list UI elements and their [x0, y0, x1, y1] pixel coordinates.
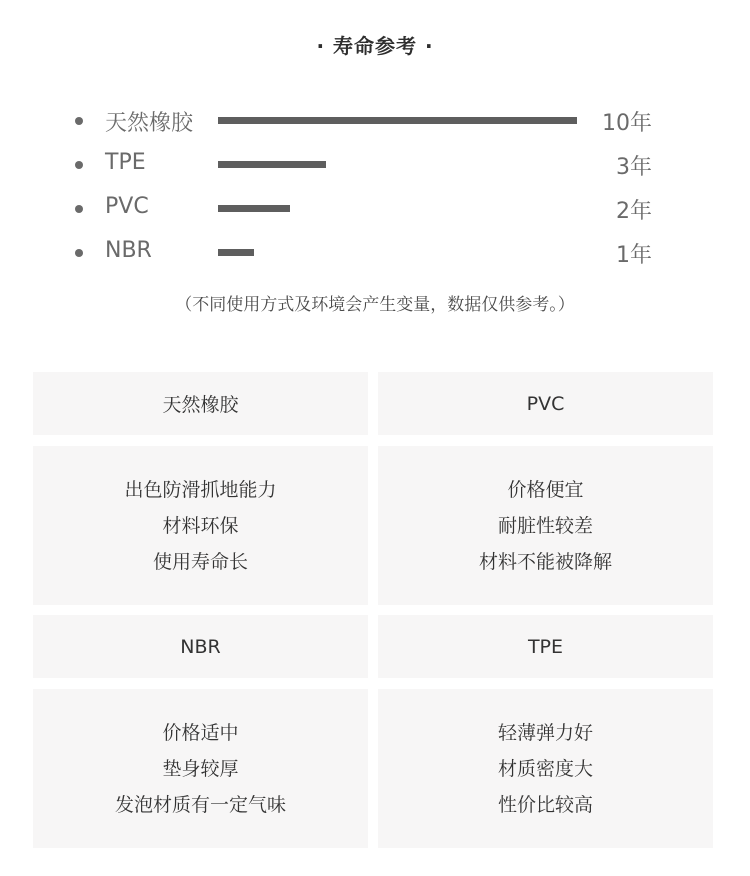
material-header-nbr: NBR — [33, 615, 368, 678]
lifespan-bar — [218, 117, 577, 124]
chart-row — [0, 188, 750, 232]
feature-line: 出色防滑抓地能力 — [124, 478, 277, 501]
feature-line: 使用寿命长 — [152, 550, 248, 573]
feature-line: 性价比较高 — [497, 793, 593, 816]
category-label: TPE — [105, 150, 146, 175]
value-label: 10年 — [602, 111, 652, 136]
lifespan-bar — [218, 205, 290, 212]
feature-line: 材质密度大 — [497, 757, 593, 780]
lifespan-bar — [218, 161, 326, 168]
lifespan-bar — [218, 249, 254, 256]
chart-row — [0, 100, 750, 144]
section-title: · 寿命参考 · — [316, 34, 434, 58]
category-label: PVC — [105, 194, 149, 219]
value-label: 1年 — [616, 243, 652, 268]
chart-row — [0, 232, 750, 276]
feature-line: 轻薄弹力好 — [497, 721, 593, 744]
value-label: 2年 — [616, 199, 652, 224]
feature-line: 耐脏性较差 — [497, 514, 593, 537]
feature-line: 垫身较厚 — [162, 757, 239, 780]
feature-card-pvc — [378, 446, 713, 605]
category-label: 天然橡胶 — [105, 111, 194, 136]
feature-card-tpe — [378, 689, 713, 848]
bullet-dot-icon — [75, 161, 83, 169]
feature-card-nbr — [33, 689, 368, 848]
feature-line: 材料不能被降解 — [478, 550, 612, 573]
bullet-dot-icon — [75, 249, 83, 257]
value-label: 3年 — [616, 155, 652, 180]
bullet-dot-icon — [75, 205, 83, 213]
chart-row — [0, 144, 750, 188]
feature-line: 价格便宜 — [507, 478, 584, 501]
feature-line: 材料环保 — [162, 514, 239, 537]
bullet-dot-icon — [75, 117, 83, 125]
material-header-tpe: TPE — [378, 615, 713, 678]
feature-line: 价格适中 — [162, 721, 239, 744]
disclaimer-note: （不同使用方式及环境会产生变量，数据仅供参考。） — [175, 295, 575, 315]
feature-card-natural-rubber — [33, 446, 368, 605]
feature-line: 发泡材质有一定气味 — [114, 793, 286, 816]
material-header-natural-rubber: 天然橡胶 — [33, 372, 368, 435]
material-header-pvc: PVC — [378, 372, 713, 435]
category-label: NBR — [105, 238, 152, 263]
lifespan-chart — [0, 100, 750, 275]
